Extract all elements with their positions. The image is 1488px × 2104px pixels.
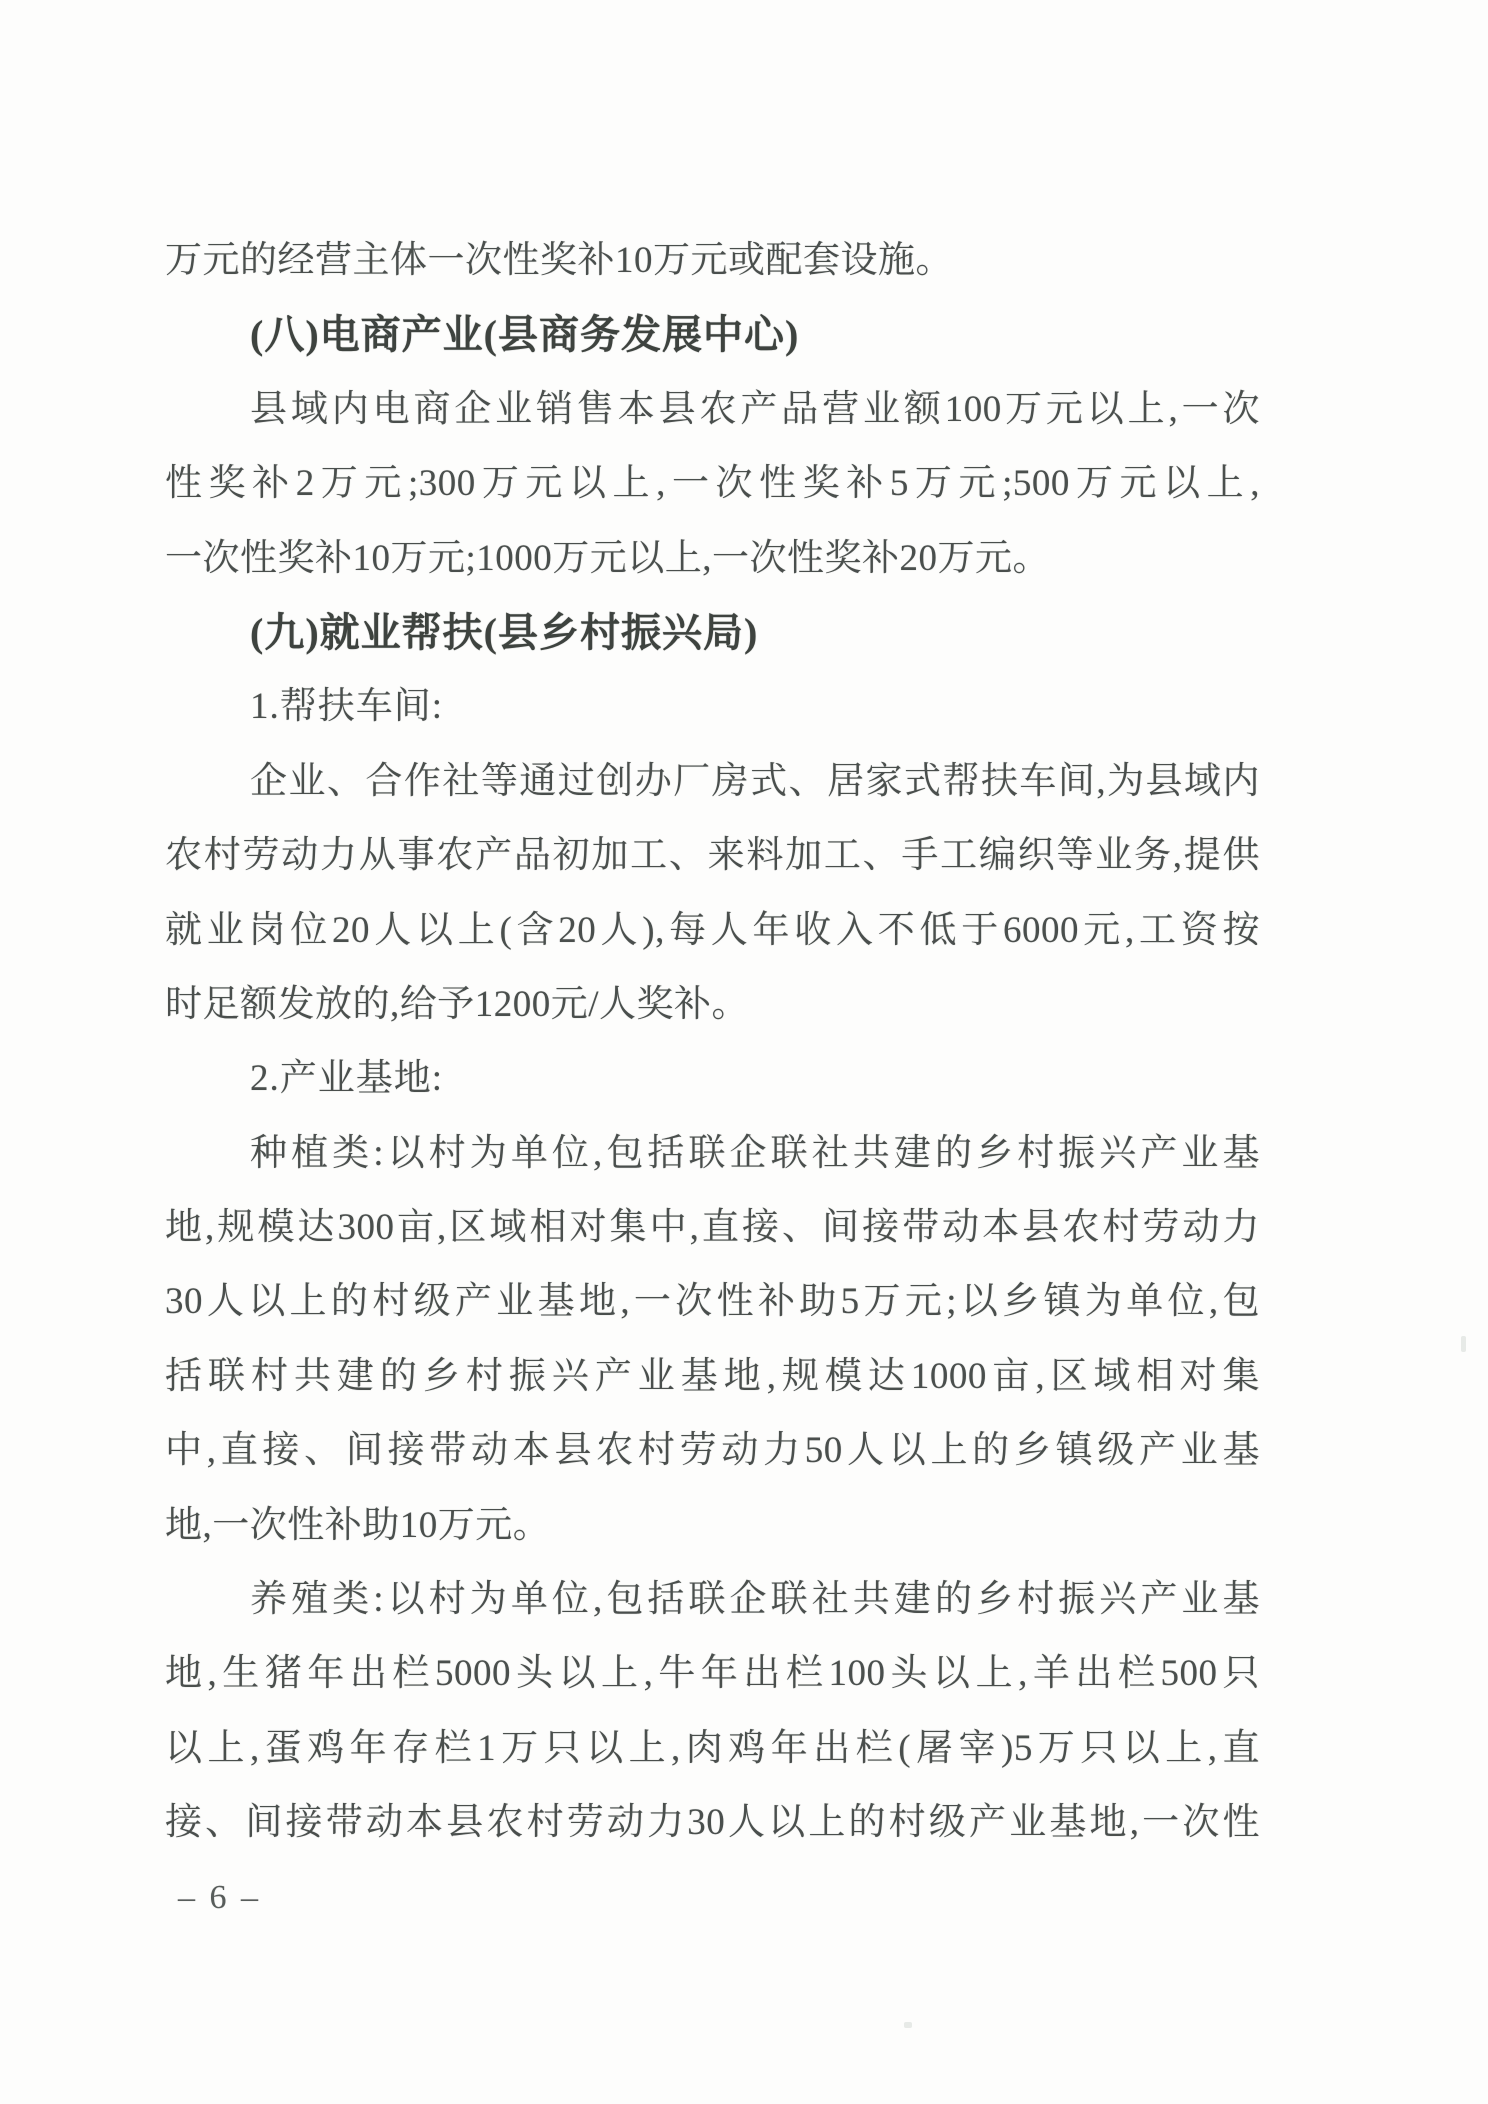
body-line: 地,生猪年出栏5000头以上,牛年出栏100头以上,羊出栏500只 bbox=[165, 1653, 1260, 1695]
item-2-heading: 2.产业基地: bbox=[250, 1058, 444, 1100]
body-line: 时足额发放的,给予1200元/人奖补。 bbox=[165, 983, 750, 1025]
scan-artifact bbox=[1461, 1336, 1466, 1352]
heading-section-8: (八)电商产业(县商务发展中心) bbox=[250, 312, 800, 358]
item-1-heading: 1.帮扶车间: bbox=[250, 686, 444, 728]
scan-artifact bbox=[904, 2022, 912, 2028]
body-line: 括联村共建的乡村振兴产业基地,规模达1000亩,区域相对集 bbox=[165, 1355, 1260, 1397]
body-line: 30人以上的村级产业基地,一次性补助5万元;以乡镇为单位,包 bbox=[165, 1281, 1260, 1323]
body-line: 种植类:以村为单位,包括联企联社共建的乡村振兴产业基 bbox=[250, 1132, 1260, 1174]
body-line-continuation: 万元的经营主体一次性奖补10万元或配套设施。 bbox=[165, 240, 953, 281]
body-line: 县域内电商企业销售本县农产品营业额100万元以上,一次 bbox=[250, 388, 1260, 430]
page-number: – 6 – bbox=[178, 1879, 261, 1916]
body-line: 性奖补2万元;300万元以上,一次性奖补5万元;500万元以上, bbox=[165, 463, 1260, 505]
body-line: 农村劳动力从事农产品初加工、来料加工、手工编织等业务,提供 bbox=[165, 835, 1260, 877]
body-line: 企业、合作社等通过创办厂房式、居家式帮扶车间,为县域内 bbox=[250, 760, 1260, 802]
body-line: 养殖类:以村为单位,包括联企联社共建的乡村振兴产业基 bbox=[250, 1579, 1260, 1621]
body-line: 就业岗位20人以上(含20人),每人年收入不低于6000元,工资按 bbox=[165, 909, 1260, 951]
body-line: 接、间接带动本县农村劳动力30人以上的村级产业基地,一次性 bbox=[165, 1802, 1260, 1844]
body-line: 地,一次性补助10万元。 bbox=[165, 1504, 551, 1546]
body-line: 地,规模达300亩,区域相对集中,直接、间接带动本县农村劳动力 bbox=[165, 1207, 1260, 1249]
document-text-block bbox=[165, 224, 1260, 1861]
body-line: 一次性奖补10万元;1000万元以上,一次性奖补20万元。 bbox=[165, 537, 1051, 579]
body-line: 以上,蛋鸡年存栏1万只以上,肉鸡年出栏(屠宰)5万只以上,直 bbox=[165, 1727, 1260, 1769]
heading-section-9: (九)就业帮扶(县乡村振兴局) bbox=[250, 609, 759, 655]
body-line: 中,直接、间接带动本县农村劳动力50人以上的乡镇级产业基 bbox=[165, 1430, 1260, 1472]
